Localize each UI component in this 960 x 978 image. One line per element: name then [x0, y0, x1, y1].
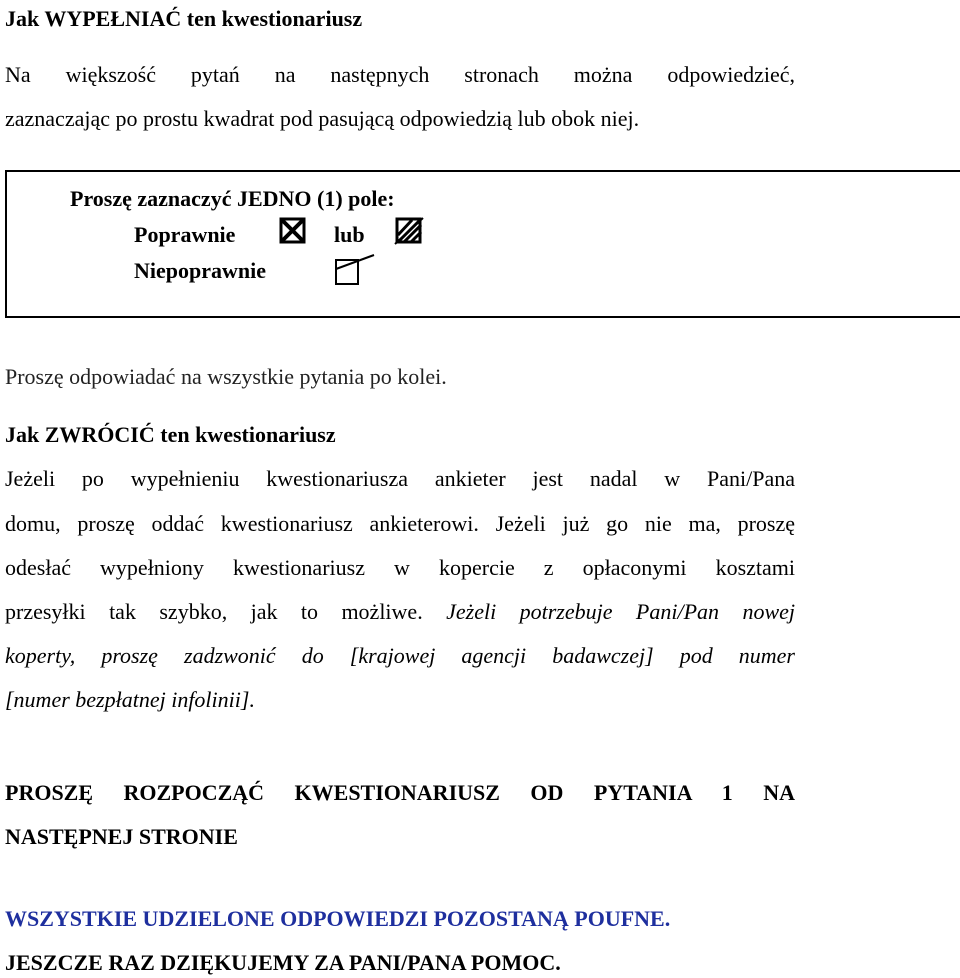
thanks-notice: JESZCZE RAZ DZIĘKUJEMY ZA PANI/PANA POMOC.: [5, 950, 561, 975]
return-line-4-italic: Jeżeli potrzebuje Pani/Pan nowej: [446, 599, 795, 624]
fill-intro-line-1: Na większość pytań na następnych stronach można odpowiedzieć,: [5, 62, 795, 87]
return-heading: Jak ZWRÓCIĆ ten kwestionariusz: [5, 422, 336, 447]
return-line-2: domu, proszę oddać kwestionariusz ankieterowi. Jeżeli już go nie ma, proszę: [5, 511, 795, 536]
return-line-1: Jeżeli po wypełnieniu kwestionariusza ankieter jest nadal w Pani/Pana: [5, 466, 795, 491]
confidential-notice: WSZYSTKIE UDZIELONE ODPOWIEDZI POZOSTANĄ POUFNE.: [5, 906, 671, 931]
start-notice-line-2: NASTĘPNEJ STRONIE: [5, 824, 238, 849]
correct-label: Poprawnie: [134, 222, 236, 247]
return-line-3: odesłać wypełniony kwestionariusz w kopercie z opłaconymi kosztami: [5, 555, 795, 580]
correct-cross-checkbox-icon: [279, 217, 309, 247]
correct-filled-checkbox-icon: [394, 217, 426, 247]
start-notice-line-1: PROSZĘ ROZPOCZĄĆ KWESTIONARIUSZ OD PYTANIA 1 NA: [5, 780, 795, 805]
return-line-4-normal: przesyłki tak szybko, jak to możliwe.: [5, 599, 423, 624]
return-line-4: [5, 599, 795, 625]
fill-intro-line-2: zaznaczając po prostu kwadrat pod pasującą odpowiedzią lub obok niej.: [5, 106, 640, 131]
answer-all-instruction: Proszę odpowiadać na wszystkie pytania po kolei.: [5, 364, 447, 389]
example-instruction: Proszę zaznaczyć JEDNO (1) pole:: [70, 186, 395, 211]
return-line-5: koperty, proszę zadzwonić do [krajowej agencji badawczej] pod numer: [5, 643, 795, 668]
incorrect-tick-checkbox-icon: [334, 252, 376, 286]
fill-heading: Jak WYPEŁNIAĆ ten kwestionariusz: [5, 6, 363, 31]
return-line-6: [numer bezpłatnej infolinii].: [5, 687, 255, 712]
incorrect-label: Niepoprawnie: [134, 258, 266, 283]
or-label: lub: [334, 222, 365, 247]
